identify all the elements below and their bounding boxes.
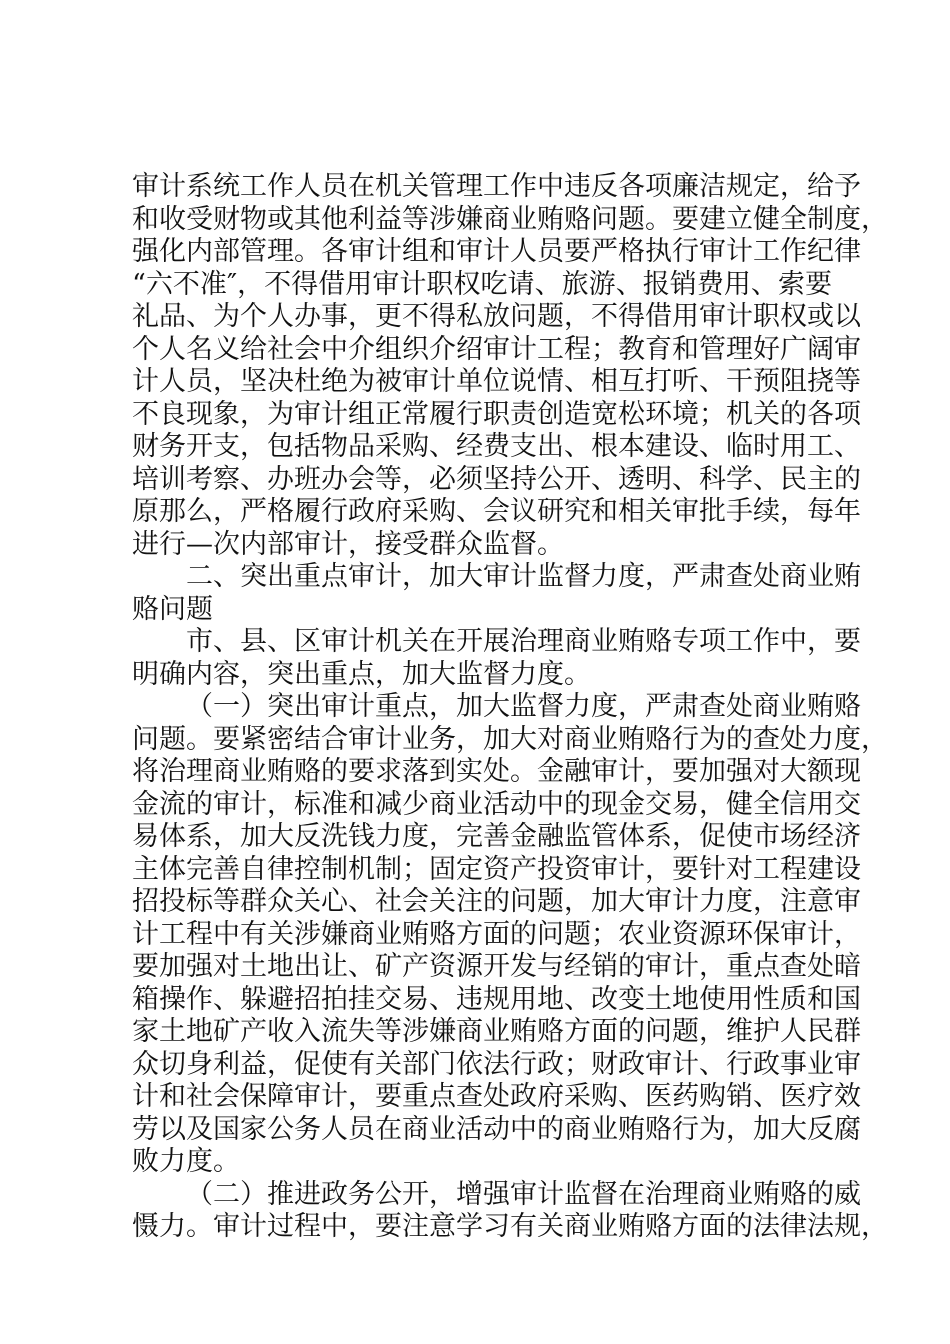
text-line: 要加强对土地出让、矿产资源开发与经销的审计，重点查处暗 [132, 951, 861, 982]
text-line: 强化内部管理。各审计组和审计人员要严格执行审计工作纪律 [132, 236, 861, 267]
text-line: 原那么，严格履行政府采购、会议研究和相关审批手续，每年 [132, 496, 861, 527]
text-line: 劳以及国家公务人员在商业活动中的商业贿赂行为，加大反腐 [132, 1113, 861, 1145]
text-line: 进行—次内部审计，接受群众监督。 [132, 528, 564, 560]
text-line: 培训考察、办班办会等，必须坚持公开、透明、科学、民主的 [132, 463, 861, 495]
text-line: 主体完善自律控制机制；固定资产投资审计，要针对工程建设 [132, 853, 861, 885]
text-line: 二、突出重点审计，加大审计监督力度，严肃查处商业贿 [186, 561, 861, 592]
text-line: 易体系，加大反洗钱力度，完善金融监管体系，促使市场经济 [132, 821, 861, 852]
text-line: 计人员，坚决杜绝为被审计单位说情、相互打听、干预阻挠等 [132, 366, 861, 397]
text-line: 家土地矿产收入流失等涉嫌商业贿赂方面的问题，维护人民群 [132, 1016, 861, 1047]
text-line: 问题。要紧密结合审计业务，加大对商业贿赂行为的查处力度， [132, 723, 888, 755]
text-line: 招投标等群众关心、社会关注的问题，加大审计力度，注意审 [132, 886, 861, 917]
text-line: 财务开支，包括物品采购、经费支出、根本建设、临时用工、 [132, 431, 861, 462]
text-line: 和收受财物或其他利益等涉嫌商业贿赂问题。要建立健全制度， [132, 203, 888, 235]
text-line: 明确内容，突出重点，加大监督力度。 [132, 658, 591, 690]
text-line: “六不准″，不得借用审计职权吃请、旅游、报销费用、索要 [132, 268, 832, 300]
text-line: 将治理商业贿赂的要求落到实处。金融审计，要加强对大额现 [132, 756, 861, 787]
text-line: 慑力。审计过程中，要注意学习有关商业贿赂方面的法律法规， [132, 1211, 888, 1242]
text-line: 审计系统工作人员在机关管理工作中违反各项廉洁规定，给予 [132, 171, 861, 202]
text-line: 众切身利益，促使有关部门依法行政；财政审计、行政事业审 [132, 1048, 861, 1080]
text-line: 计和社会保障审计，要重点查处政府采购、医药购销、医疗效 [132, 1081, 861, 1112]
text-line: 计工程中有关涉嫌商业贿赂方面的问题；农业资源环保审计， [132, 918, 861, 950]
text-line: 败力度。 [132, 1146, 240, 1177]
text-line: （一）突出审计重点，加大监督力度，严肃查处商业贿赂 [186, 691, 861, 722]
text-line: 礼品、为个人办事，更不得私放问题，不得借用审计职权或以 [132, 301, 861, 332]
text-line: 金流的审计，标准和减少商业活动中的现金交易，健全信用交 [132, 788, 861, 820]
text-line: 市、县、区审计机关在开展治理商业贿赂专项工作中，要 [186, 626, 861, 657]
text-line: 不良现象，为审计组正常履行职责创造宽松环境；机关的各项 [132, 398, 861, 430]
text-line: （二）推进政务公开，增强审计监督在治理商业贿赂的威 [186, 1178, 861, 1210]
body-text [132, 171, 888, 1244]
text-line: 赂问题 [132, 593, 213, 625]
text-line: 箱操作、躲避招拍挂交易、违规用地、改变土地使用性质和国 [132, 983, 861, 1015]
text-line: 个人名义给社会中介组织介绍审计工程；教育和管理好广阔审 [132, 333, 861, 365]
